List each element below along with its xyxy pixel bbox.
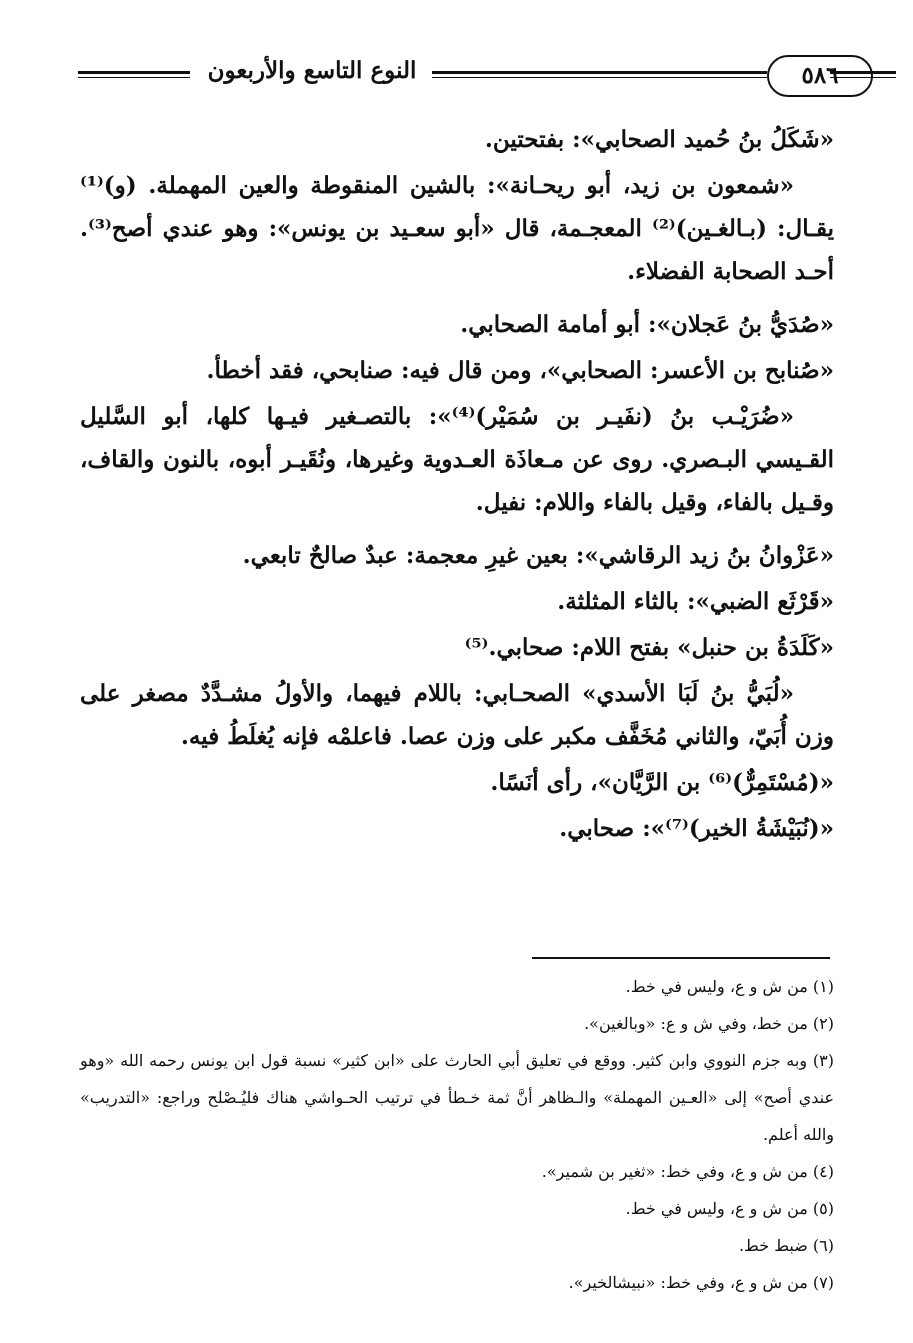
footnote-2: (٢) من خط، وفي ش و ع: «وبالغين». <box>584 1014 834 1033</box>
main-text <box>80 118 834 853</box>
entry-azwan: «عَزْوانُ بنُ زيد الرقاشي»: بعين غيرِ معجمة: عبدٌ صالحٌ تابعي. <box>242 542 834 569</box>
footnote-separator <box>532 957 830 959</box>
footnote-7: (٧) من ش و ع، وفي خط: «نبيشالخير». <box>568 1273 834 1292</box>
entry-shakal: «شَكَلُ بنُ حُميد الصحابي»: بفتحتين. <box>484 126 834 153</box>
footnote-3: (٣) وبه جزم النووي وابن كثير. ووقع في تعليق أبي الحارث على «ابن كثير» نسبة قول ابن يونس رحمه الله «وهو عندي أصح» إلى «العـين المهملة» والـظاهر أنَّ ثمة خـطأ في ترتيب الحـواشي هناك فليُـصْلح وراجع: «التدريب» والله أعلم. <box>80 1051 835 1144</box>
header-rule-left <box>78 71 190 78</box>
footnote-5: (٥) من ش و ع، وليس في خط. <box>625 1199 834 1218</box>
header-rule-right <box>830 71 896 78</box>
footnote-6: (٦) ضبط خط. <box>738 1236 834 1255</box>
page-header <box>70 55 839 101</box>
entry-durayb: «ضُرَيْـب بنُ (نفَيـر بن سُمَيْر)⁽⁴⁾»: بالتصـغير فيـها كلها، أبو السَّليل القـيسي البـصري. روى عن مـعاذَة العـدوية وغيرها، ونُقَيـر أبوه، بالنون والقاف، وقـيل بالفاء، وقيل بالفاء واللام: نفيل. <box>80 403 834 516</box>
header-rule-middle <box>432 71 767 78</box>
footnote-1: (١) من ش و ع، وليس في خط. <box>625 977 834 996</box>
entry-qartha: «قَرْثَع الضبي»: بالثاء المثلثة. <box>557 588 834 615</box>
entry-lubayy: «لُبَيُّ بنُ لَبَا الأسدي» الصحـابي: باللام فيهما، والأولُ مشـدَّدٌ مصغر على وزن أُبَيّ، والثاني مُخَفَّف مكبر على وزن عصا. فاعلمْه فإنه يُغلَطُ فيه. <box>80 680 834 750</box>
entry-kalada: «كَلَدَةُ بن حنبل» بفتح اللام: صحابي.⁽⁵⁾ <box>464 634 834 661</box>
footnotes <box>80 968 834 1301</box>
entry-shamun: «شمعون بن زيد، أبو ريحـانة»: بالشين المنقوطة والعين المهملة. (و)⁽¹⁾ يقـال: (بـالغـين)⁽²⁾ المعجـمة، قال «أبو سعـيد بن يونس»: وهو عندي أصح⁽³⁾. أحـد الصحابة الفضلاء. <box>80 172 834 285</box>
entry-nubaysha: «(نُبَيْشَةُ الخير)⁽⁷⁾»: صحابي. <box>559 815 834 842</box>
entry-mustamirr: «(مُسْتَمِرٌّ)⁽⁶⁾ بن الرَّيَّان»، رأى أنَسًا. <box>490 769 834 796</box>
page-number: ٥٨٦ <box>767 55 873 97</box>
running-title: النوع التاسع والأربعون <box>207 57 417 84</box>
entry-sunabih: «صُنابح بن الأعسر: الصحابي»، ومن قال فيه: صنابحي، فقد أخطأ. <box>206 357 834 384</box>
footnote-4: (٤) من ش و ع، وفي خط: «ثغير بن شمير». <box>541 1162 834 1181</box>
entry-sudayy: «صُدَيُّ بنُ عَجلان»: أبو أمامة الصحابي. <box>460 311 834 338</box>
